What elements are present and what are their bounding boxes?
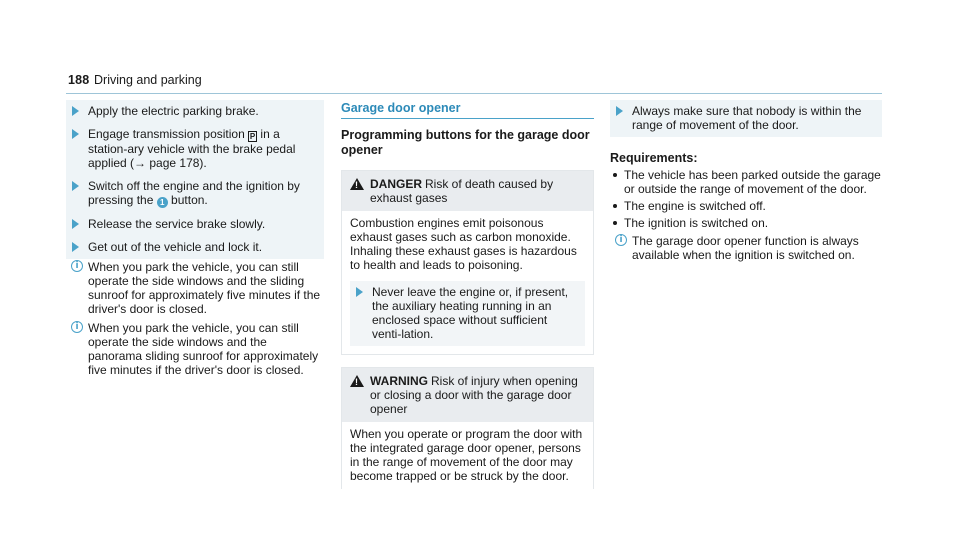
step-arrow-icon: [72, 219, 79, 229]
step-text: Release the service brake slowly.: [88, 217, 266, 231]
step-item: [66, 175, 324, 213]
warning-label: WARNING: [370, 374, 428, 388]
step-arrow-icon: [356, 287, 363, 297]
section-title: Driving and parking: [94, 73, 202, 87]
info-icon: i: [71, 321, 83, 333]
note-text: The garage door opener function is always available when the ignition is switched on.: [632, 234, 859, 262]
requirement-item: The engine is switched off.: [610, 199, 882, 213]
danger-step: [350, 281, 585, 346]
step-arrow-icon: [72, 181, 79, 191]
info-note: [610, 233, 882, 266]
danger-body: Combustion engines emit poisonous exhaust gases such as carbon monoxide. Inhaling these exhaust gases is hazardous to health and leads to poisoning.: [350, 216, 577, 272]
step-text: Switch off the engine and the ignition by pressing the: [88, 179, 300, 207]
step-item: [610, 100, 882, 137]
danger-head-text: Risk of death caused by exhaust gases: [370, 177, 554, 205]
danger-header: [342, 171, 593, 211]
warning-triangle-icon: [350, 375, 364, 387]
requirement-item: The ignition is switched on.: [610, 216, 882, 230]
danger-label: DANGER: [370, 177, 423, 191]
header-divider: [66, 93, 882, 94]
step-text: Get out of the vehicle and lock it.: [88, 240, 263, 254]
step-item: [66, 213, 324, 236]
info-icon: i: [71, 260, 83, 272]
left-column: [66, 100, 324, 381]
note-text: When you park the vehicle, you can still operate the side windows and the sliding sunroof for approximately five minutes if the driver's door is closed.: [88, 260, 321, 316]
info-note: [66, 320, 324, 381]
middle-column: [341, 100, 594, 489]
step-text: Never leave the engine or, if present, the auxiliary heating running in an enclosed space without sufficient venti-lation.: [372, 285, 569, 341]
step-arrow-icon: [72, 242, 79, 252]
step-item: [66, 123, 324, 175]
requirements-title: Requirements:: [610, 151, 698, 165]
requirement-item: The vehicle has been parked outside the garage or outside the range of movement of the door.: [610, 168, 882, 196]
garage-door-opener-heading: Garage door opener: [341, 100, 594, 119]
page-number: 188: [68, 73, 90, 87]
step-text: Apply the electric parking brake.: [88, 104, 259, 118]
page-header: [0, 73, 960, 91]
programming-subheading: Programming buttons for the garage door opener: [341, 128, 590, 157]
step-arrow-icon: [72, 106, 79, 116]
warning-triangle-icon: [350, 178, 364, 190]
warning-body: When you operate or program the door with the integrated garage door opener, persons in the range of movement of the door may become trapped or be struck by the door.: [350, 427, 583, 483]
step-text: Always make sure that nobody is within the range of movement of the door.: [632, 104, 862, 132]
warning-header: [342, 368, 593, 422]
step-text: button.: [167, 193, 208, 207]
warning-head-text: Risk of injury when opening or closing a door with the garage door opener: [370, 374, 578, 416]
note-text: When you park the vehicle, you can still operate the side windows and the panorama sliding sunroof for approximately five minutes if the driver's door is closed.: [88, 321, 319, 377]
step-text: in a station-ary vehicle with the brake pedal applied (→ page 178).: [88, 127, 296, 170]
step-text: Engage transmission position: [88, 127, 249, 141]
step-arrow-icon: [616, 106, 623, 116]
step-arrow-icon: [72, 129, 79, 139]
step-item: [66, 236, 324, 259]
callout-number-icon: 1: [157, 197, 168, 208]
info-icon: i: [615, 234, 627, 246]
info-note: [66, 259, 324, 320]
warning-box: [341, 367, 594, 489]
right-column: [610, 100, 882, 266]
park-position-icon: P: [249, 132, 256, 141]
step-item: [66, 100, 324, 123]
danger-box: [341, 170, 594, 355]
